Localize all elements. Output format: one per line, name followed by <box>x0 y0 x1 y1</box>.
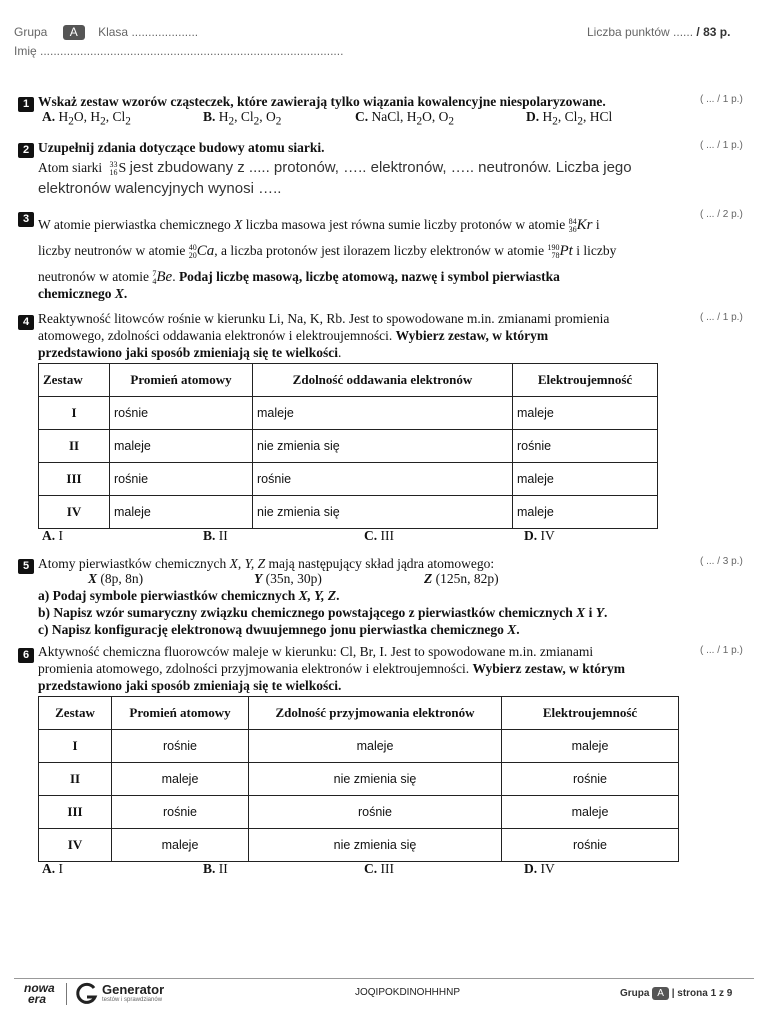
question-5-text: Atomy pierwiastków chemicznych X, Y, Z mają następujący skład jądra atomowego: <box>38 556 495 571</box>
q6-option-b[interactable]: B. II <box>203 861 228 876</box>
q1-option-c[interactable]: C. NaCl, $H_2O$, $O_2$ <box>355 109 454 128</box>
generator-title: Generator <box>102 982 165 997</box>
class-field[interactable]: .................... <box>131 25 199 39</box>
question-2-text: Uzupełnij zdania dotyczące budowy atomu siarki. <box>38 140 325 155</box>
q4-option-d[interactable]: D. IV <box>524 528 555 543</box>
question-6-text: Aktywność chemiczna fluorowców maleje w kierunku: Cl, Br, I. Jest to spowodowane m.in. zmianami promienia atomowego, zdolności przyjmowania elektronów i elektroujemności. Wybierz zestaw, w którym przedstawiono jaki sposób zmieniają się te wielkości. <box>38 644 625 693</box>
q5-element-y: Y (35n, 30p) <box>254 571 322 586</box>
table-row: III rośnie rośnie maleje <box>39 463 658 496</box>
question-2-sentence: Atom siarki 33 16S jest zbudowany z ..... protonów, ….. elektronów, ….. neutronów. Liczba jego elektronów walencyjnych wynosi ….. <box>38 159 632 197</box>
table-row: I rośnie maleje maleje <box>39 730 679 763</box>
q1-option-d[interactable]: D. $H_2$, $Cl_2$, HCl <box>526 109 613 128</box>
q6-table <box>38 696 679 862</box>
q5-element-z: Z (125n, 82p) <box>424 571 499 586</box>
question-5-subtasks: a) Podaj symbole pierwiastków chemicznych X, Y, Z. b) Napisz wzór sumaryczny związku chemicznego powstającego z pierwiastków chemicznych X i Y. c) Napisz konfigurację elektronową dwuujemnego jonu pierwiastka chemicznego X. <box>38 588 608 637</box>
class-label: Klasa <box>98 25 129 39</box>
question-4-points: ( ... / 1 p.) <box>700 312 743 323</box>
question-3-text: W atomie pierwiastka chemicznego X liczba masowa jest równa sumie liczby protonów w atomie 84 36Kr i liczby neutronów w atomie 40 20Ca, a liczba protonów jest ilorazem liczby elektronów w atomie 190 78Pt i liczby neutronów w atomie 7 4Be. Podaj liczbę masową, liczbę atomową, nazwę i symbol pierwiastka <box>38 216 617 286</box>
table-row: IV maleje nie zmienia się maleje <box>39 496 658 529</box>
logo-divider <box>66 983 67 1005</box>
q4-option-c[interactable]: C. III <box>364 528 394 543</box>
table-row: I rośnie maleje maleje <box>39 397 658 430</box>
question-1-text: Wskaż zestaw wzorów cząsteczek, które zawierają tylko wiązania kowalencyjne niespolaryzowane. <box>38 94 606 109</box>
header-name <box>14 44 343 58</box>
q6-option-c[interactable]: C. III <box>364 861 394 876</box>
question-3-instruction-end: chemicznego X. <box>38 286 128 301</box>
q4-option-a[interactable]: A. I <box>42 528 63 543</box>
q5-element-x: X (8p, 8n) <box>88 571 144 586</box>
question-1-number: 1 <box>18 97 34 112</box>
question-4-text: Reaktywność litowców rośnie w kierunku Li, Na, K, Rb. Jest to spowodowane m.in. zmianami promienia atomowego, zdolności oddawania elektronów i elektroujemności. Wybierz zestaw, w którym przedstawiono jaki sposób zmieniają się te wielkości. <box>38 311 610 360</box>
generator-g-icon <box>74 981 100 1007</box>
points-total: 83 p. <box>703 25 731 39</box>
question-5-number: 5 <box>18 559 34 574</box>
question-2-points: ( ... / 1 p.) <box>700 140 743 151</box>
group-badge: A <box>63 25 85 40</box>
question-6-number: 6 <box>18 648 34 663</box>
footer-divider <box>14 978 754 979</box>
q4-option-b[interactable]: B. II <box>203 528 228 543</box>
table-row: II maleje nie zmienia się rośnie <box>39 430 658 463</box>
question-6-points: ( ... / 1 p.) <box>700 645 743 656</box>
table-row: II maleje nie zmienia się rośnie <box>39 763 679 796</box>
q6-option-a[interactable]: A. I <box>42 861 63 876</box>
question-3-points: ( ... / 2 p.) <box>700 209 743 220</box>
name-label: Imię <box>14 44 37 58</box>
header-group <box>14 25 198 40</box>
q6-option-d[interactable]: D. IV <box>524 861 555 876</box>
question-2-number: 2 <box>18 143 34 158</box>
generator-subtitle: testów i sprawdzianów <box>102 997 163 1003</box>
table-row: III rośnie rośnie maleje <box>39 796 679 829</box>
document-code: JOQIPOKDINOHHHNP <box>355 987 461 998</box>
table-row: IV maleje nie zmienia się rośnie <box>39 829 679 862</box>
points-sep: / <box>696 25 700 39</box>
table-header-row: Zestaw Promień atomowy Zdolność oddawania elektronów Elektroujemność <box>39 364 658 397</box>
nowa-era-logo: nowa era <box>24 981 55 1006</box>
header-points <box>587 25 730 39</box>
q1-option-a[interactable]: A. $H_2O$, $H_2$, $Cl_2$ <box>42 109 131 128</box>
points-label: Liczba punktów ...... <box>587 25 694 39</box>
question-5-points: ( ... / 3 p.) <box>700 556 743 567</box>
question-3-number: 3 <box>18 212 34 227</box>
q1-option-b[interactable]: B. $H_2$, $Cl_2$, $O_2$ <box>203 109 282 128</box>
group-label: Grupa <box>14 25 48 39</box>
footer-page-info: Grupa A | strona 1 z 9 <box>620 988 733 999</box>
table-header-row: Zestaw Promień atomowy Zdolność przyjmowania elektronów Elektroujemność <box>39 697 679 730</box>
question-4-number: 4 <box>18 315 34 330</box>
q4-table <box>38 363 658 529</box>
question-1-points: ( ... / 1 p.) <box>700 94 743 105</box>
generator-logo <box>74 981 100 1012</box>
name-field[interactable]: ........................................................................................... <box>40 44 344 58</box>
